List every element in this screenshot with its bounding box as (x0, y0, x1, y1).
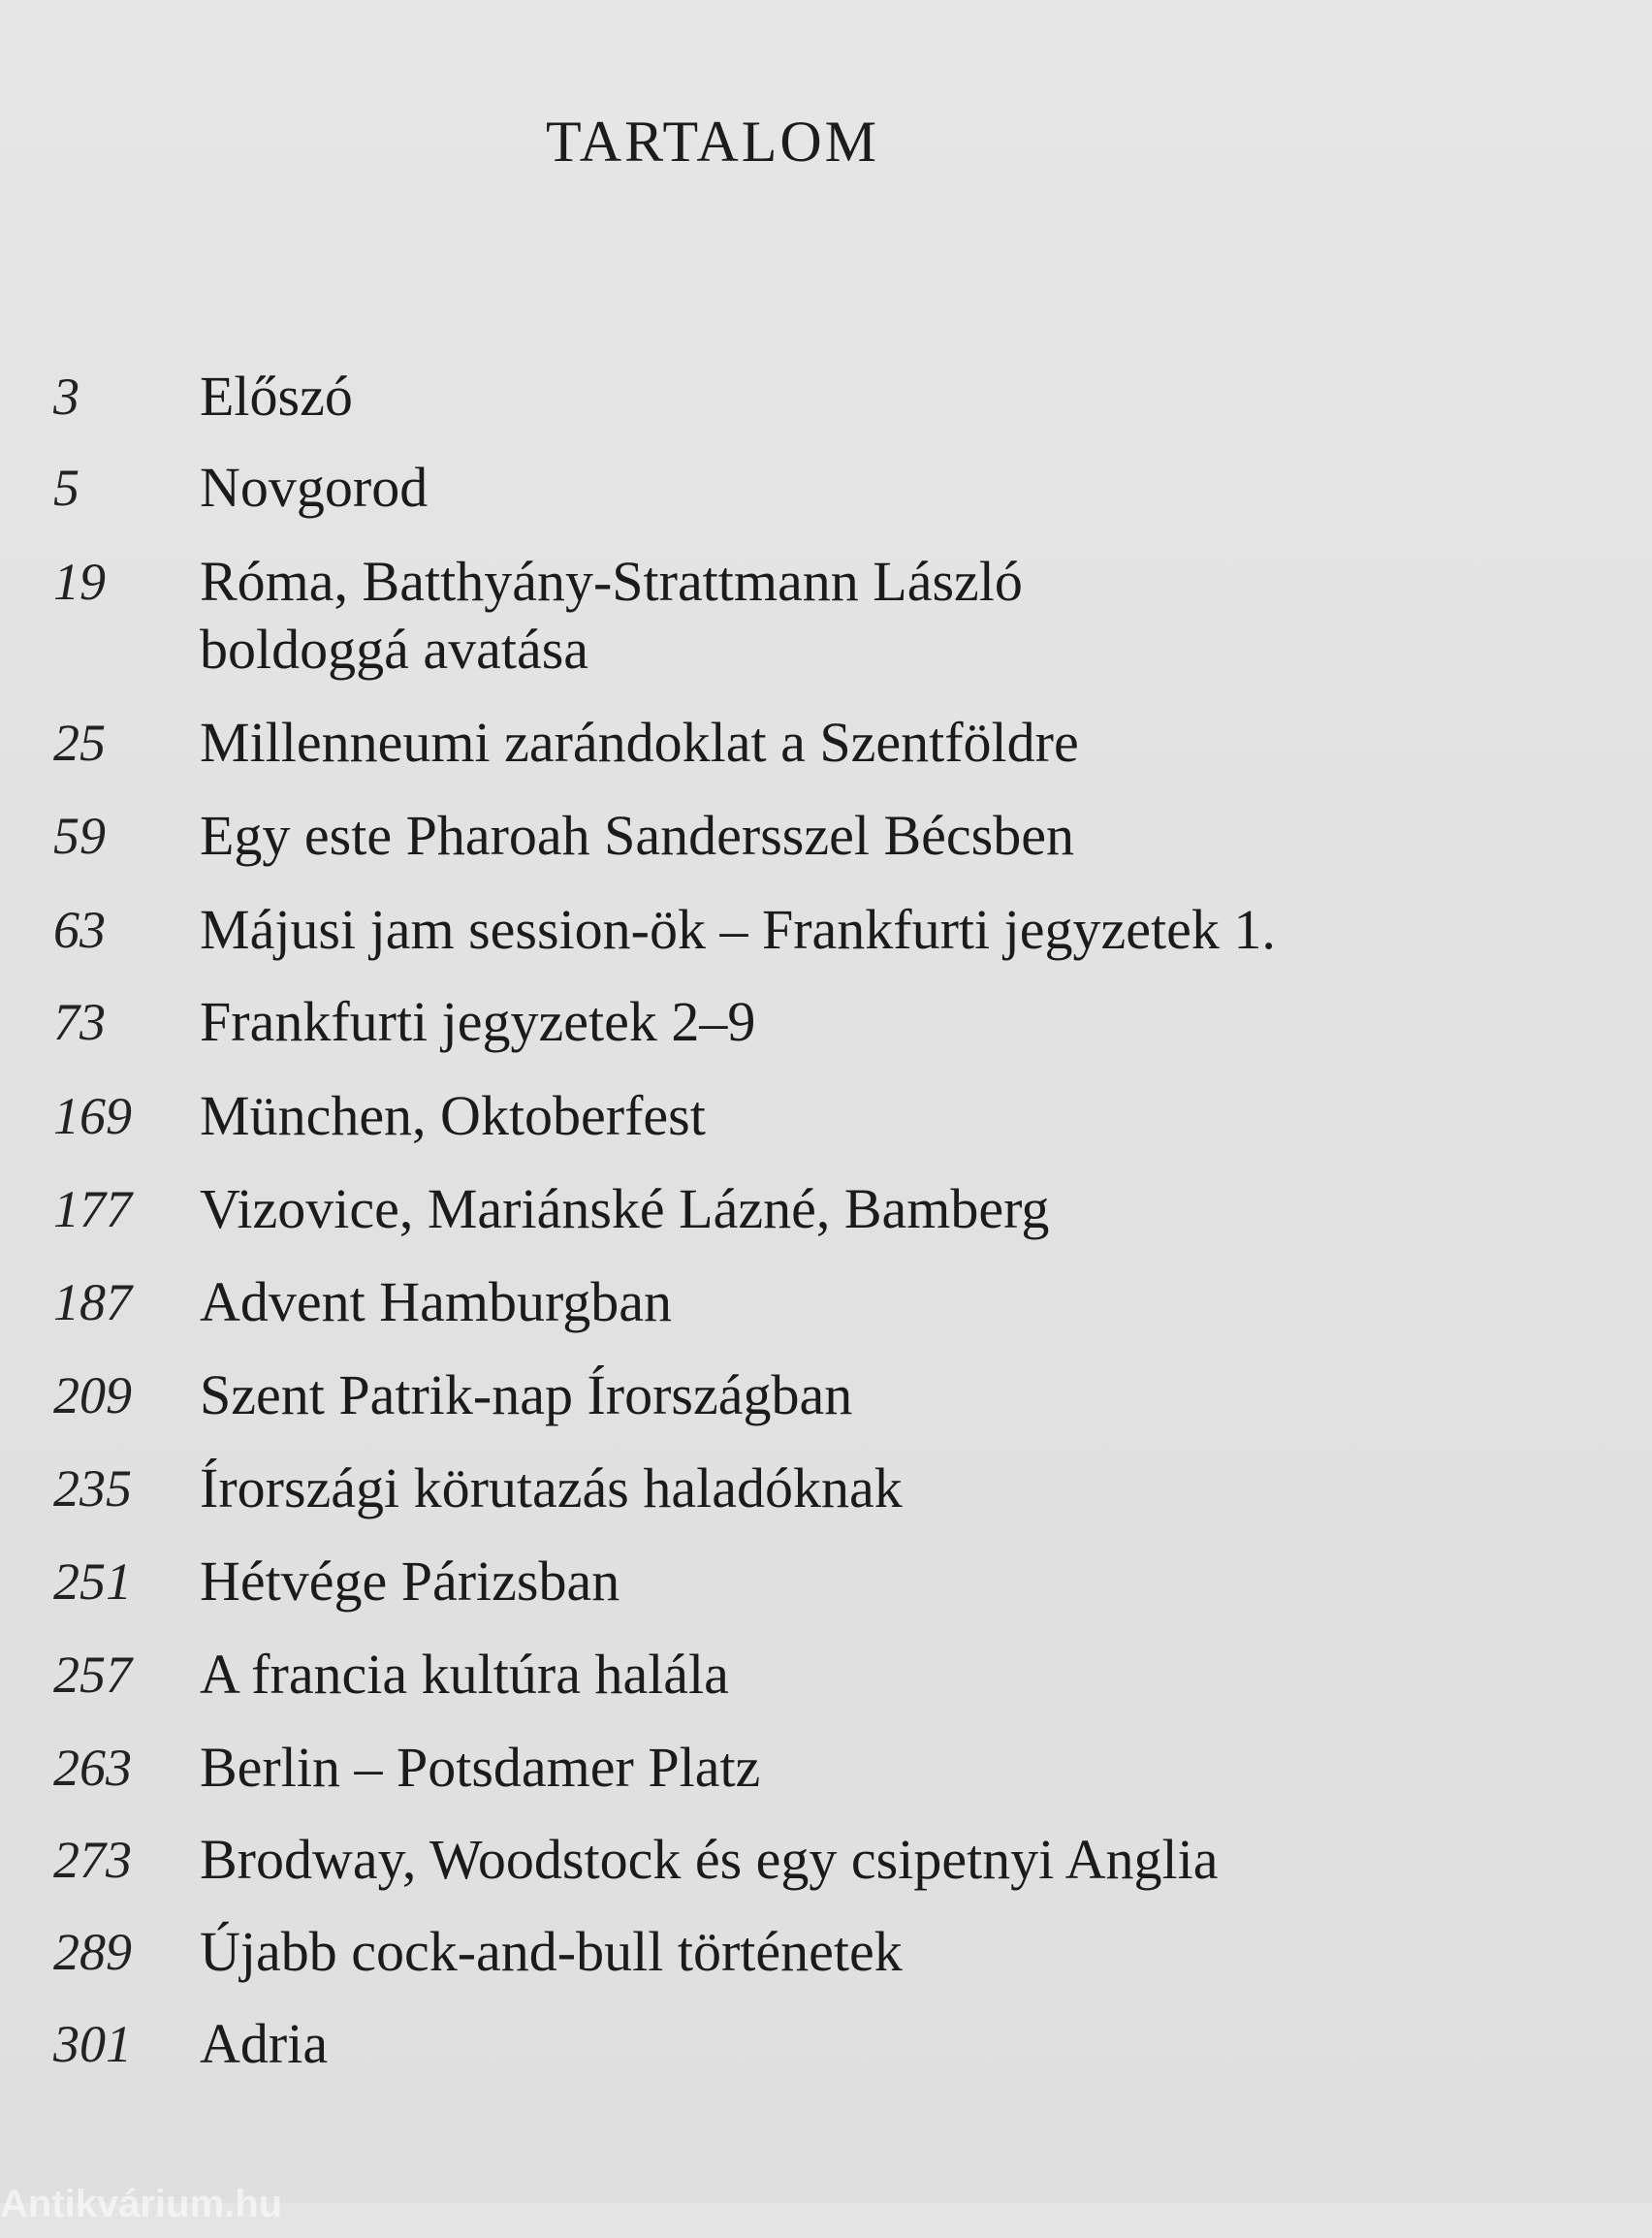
toc-page-number: 177 (53, 1180, 132, 1238)
toc-entry-title (200, 548, 1605, 684)
toc-entry-title: München, Oktoberfest (200, 1084, 706, 1147)
toc-entry-title: Brodway, Woodstock és egy csipetnyi Anglia (200, 1828, 1219, 1891)
toc-entry-title: Újabb cock-and-bull történetek (200, 1920, 903, 1983)
toc-entry-title: Vizovice, Mariánské Lázné, Bamberg (200, 1177, 1050, 1240)
toc-entry-title: Millenneumi zarándoklat a Szentföldre (200, 711, 1079, 774)
toc-entry-title-line1: Róma, Batthyány-Strattmann László (200, 550, 1023, 613)
toc-entry-title: Advent Hamburgban (200, 1270, 672, 1333)
toc-page-number: 209 (53, 1366, 132, 1424)
toc-page-number: 263 (53, 1739, 132, 1797)
toc-entry-title: Szent Patrik-nap Írországban (200, 1363, 853, 1426)
toc-page-number: 169 (53, 1087, 132, 1145)
toc-entry-title: Frankfurti jegyzetek 2–9 (200, 990, 756, 1053)
toc-page-number: 187 (53, 1273, 132, 1331)
toc-entry-title: Írországi körutazás haladóknak (200, 1456, 903, 1519)
toc-page-number: 301 (53, 2015, 132, 2073)
toc-page-number: 63 (53, 901, 106, 959)
page-title: TARTALOM (545, 110, 880, 174)
toc-page-number: 273 (53, 1831, 132, 1889)
toc-page-number: 3 (53, 368, 79, 426)
toc-page-number: 5 (53, 459, 79, 517)
toc-page-number: 19 (53, 553, 106, 611)
toc-entry-title: Hétvége Párizsban (200, 1550, 620, 1613)
toc-page-number: 235 (53, 1459, 132, 1518)
toc-entry-title: A francia kultúra halála (200, 1643, 729, 1706)
toc-page-number: 73 (53, 993, 106, 1051)
watermark: Antikvárium.hu (0, 2183, 283, 2225)
toc-entry-title: Májusi jam session-ök – Frankfurti jegyzetek 1. (200, 898, 1276, 961)
toc-entry-title: Előszó (200, 365, 353, 428)
toc-entry-title: Novgorod (200, 456, 429, 519)
toc-page-number: 257 (53, 1646, 132, 1704)
toc-page-number: 251 (53, 1552, 132, 1611)
toc-page-number: 59 (53, 807, 106, 865)
toc-entry-title: Egy este Pharoah Sandersszel Bécsben (200, 804, 1074, 867)
toc-entry-title-line2: boldoggá avatása (200, 618, 589, 681)
toc-entry-title: Adria (200, 2012, 329, 2075)
toc-page-number: 25 (53, 714, 106, 772)
toc-page-number: 289 (53, 1923, 132, 1981)
toc-entry-title: Berlin – Potsdamer Platz (200, 1736, 761, 1799)
